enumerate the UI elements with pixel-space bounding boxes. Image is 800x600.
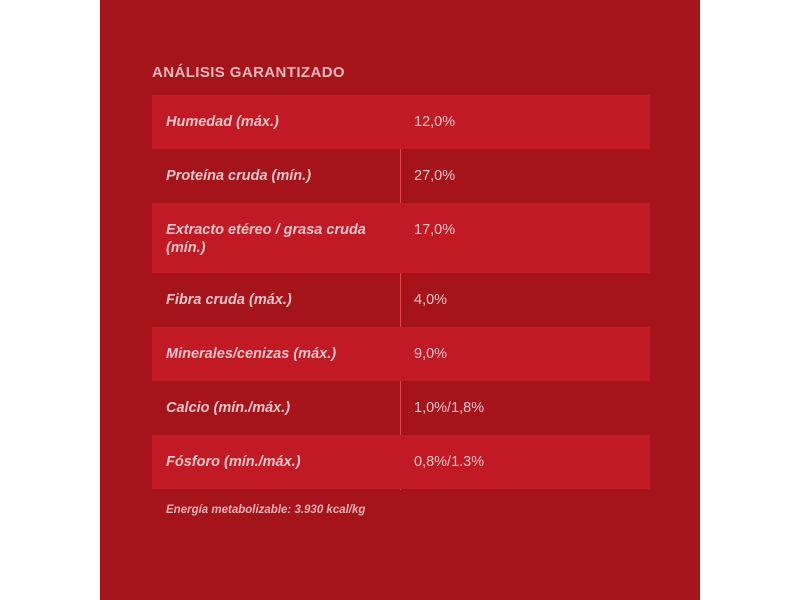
row-label: Humedad (máx.) — [166, 114, 279, 130]
section-title: ANÁLISIS GARANTIZADO — [152, 64, 345, 81]
row-value: 27,0% — [414, 168, 456, 184]
row-label: Extracto etéreo / grasa cruda (mín.) — [166, 222, 366, 256]
table-row-fibra — [152, 273, 650, 327]
row-label: Fósforo (mín./máx.) — [166, 454, 301, 470]
table-row-proteina — [152, 149, 650, 203]
row-value: 1,0%/1,8% — [414, 400, 485, 416]
row-label: Minerales/cenizas (máx.) — [166, 346, 337, 362]
row-value: 9,0% — [414, 346, 448, 362]
table-row-fosforo — [152, 435, 650, 489]
table-row-calcio — [152, 381, 650, 435]
table-row-minerales — [152, 327, 650, 381]
row-value: 4,0% — [414, 292, 448, 308]
row-label: Fibra cruda (máx.) — [166, 292, 292, 308]
row-value: 17,0% — [414, 222, 456, 238]
analysis-panel — [100, 0, 700, 600]
table-row-extracto — [152, 203, 650, 273]
row-value: 0,8%/1.3% — [414, 454, 485, 470]
row-label: Calcio (mín./máx.) — [166, 400, 291, 416]
table-row-humedad — [152, 95, 650, 149]
energy-footnote: Energía metabolizable: 3.930 kcal/kg — [166, 504, 366, 516]
row-label: Proteína cruda (mín.) — [166, 168, 312, 184]
row-value: 12,0% — [414, 114, 456, 130]
analysis-table — [152, 95, 650, 489]
